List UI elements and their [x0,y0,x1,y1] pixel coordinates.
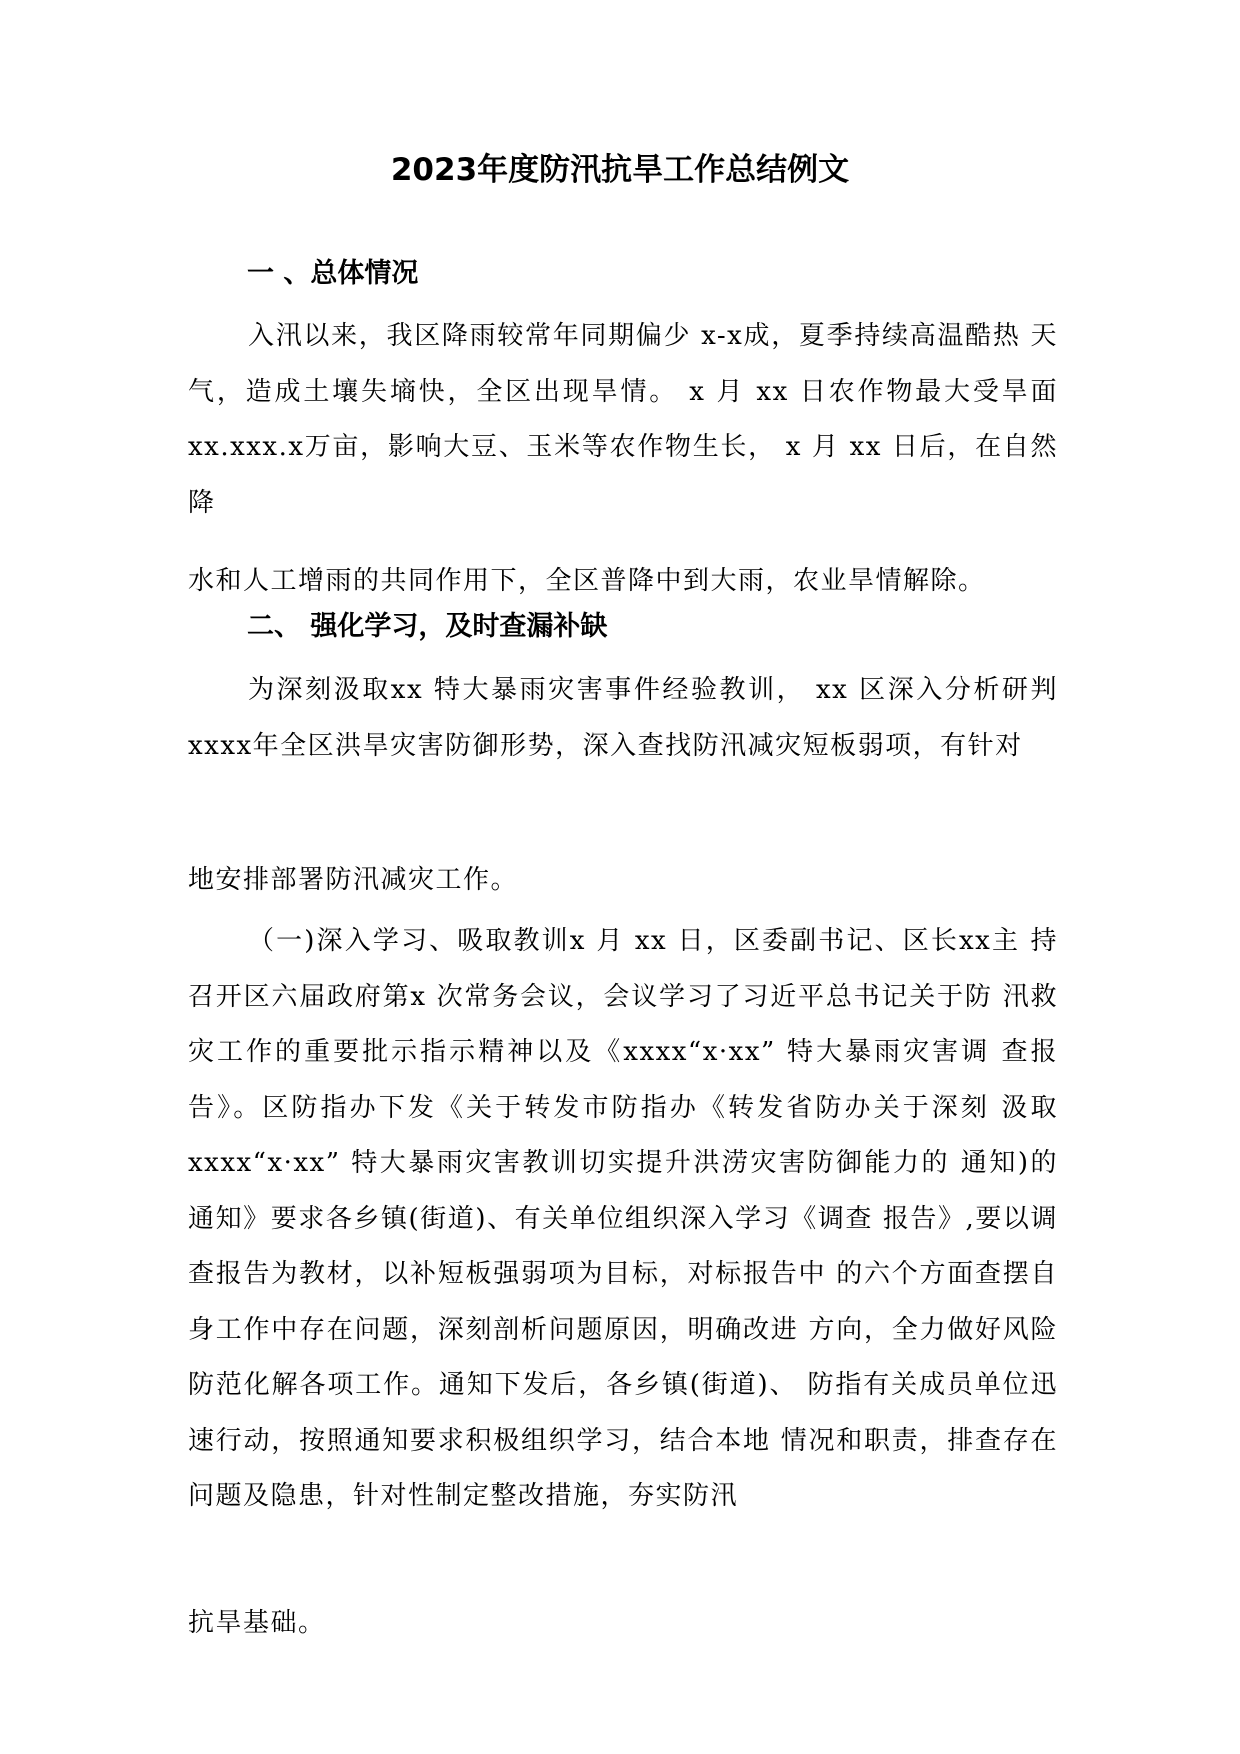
section-heading-learning: 二、 强化学习，及时查漏补缺 [247,611,608,642]
section-heading-overview: 一 、总体情况 [247,258,419,289]
learning-paragraph: 为深刻汲取xx 特大暴雨灾害事件经验教训， xx 区深入分析研判 xxxx年全区洪旱灾害防御形势，深入查找防汛减灾短板弱项，有针对 [188,675,1058,761]
overview-paragraph: 入汛以来，我区降雨较常年同期偏少 x-x成，夏季持续高温酷热 天气，造成土壤失墒快，全区出现旱情。 x 月 xx 日农作物最大受旱面 xx.xxx.x万亩，影响大豆、玉米等农作物生长， x 月 xx 日后，在自然降 [188,321,1058,518]
document-title: 2023年度防汛抗旱工作总结例文 [390,152,850,188]
study-paragraph-continuation: 抗旱基础。 [188,1608,326,1638]
overview-paragraph-continuation: 水和人工增雨的共同作用下，全区普降中到大雨，农业旱情解除。 [188,566,986,596]
learning-paragraph-continuation: 地安排部署防汛减灾工作。 [188,865,519,895]
study-paragraph: （一)深入学习、吸取教训x 月 xx 日，区委副书记、区长xx主 持召开区六届政府第x 次常务会议，会议学习了习近平总书记关于防 汛救灾工作的重要批示指示精神以及《xxxx“x·xx” 特大暴雨灾害调 查报告》。区防指办下发《关于转发市防指办《转发省防办关于深刻 汲取 xxxx“x·xx” 特大暴雨灾害教训切实提升洪涝灾害防御能力的 通知)的通知》要求各乡镇(街道)、有关单位组织深入学习《调查 报告》,要以调查报告为教材，以补短板强弱项为目标，对标报告中 的六个方面查摆自身工作中存在问题，深刻剖析问题原因，明确改进 方向，全力做好风险防范化解各项工作。通知下发后，各乡镇(街道)、 防指有关成员单位迅速行动，按照通知要求积极组织学习，结合本地 情况和职责，排查存在问题及隐患，针对性制定整改措施，夯实防汛 [188,926,1058,1511]
